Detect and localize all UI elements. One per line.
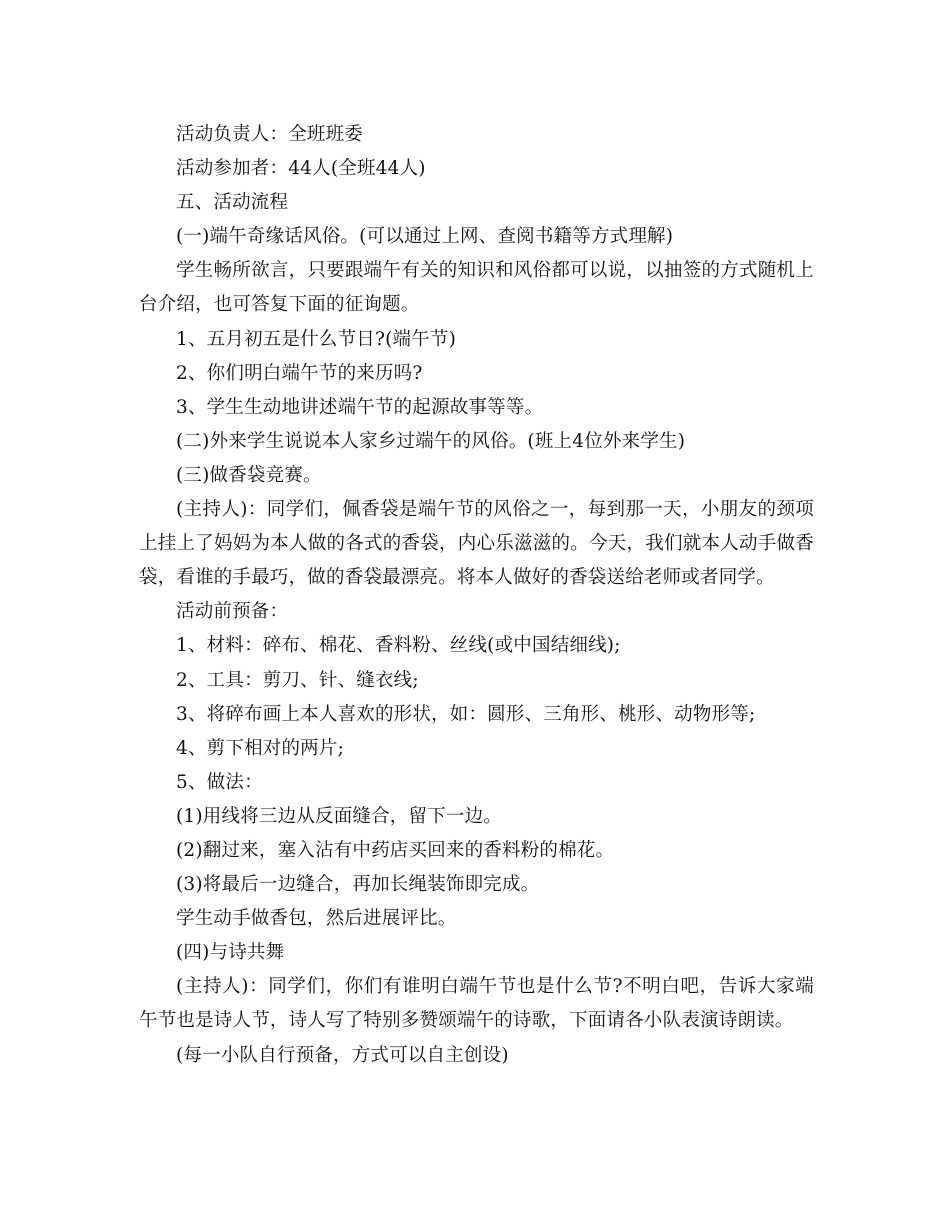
method-step-1: (1)用线将三边从反面缝合，留下一边。: [176, 805, 503, 827]
paragraph-host-poetry: (主持人)：同学们，你们有谁明白端午节也是什么节?不明白吧，告诉大家端午节也是诗人节，诗人写了特别多赞颂端午的诗歌，下面请各小队表演诗朗读。: [139, 976, 814, 1032]
method-step-2: (2)翻过来，塞入沾有中药店买回来的香料粉的棉花。: [176, 839, 615, 861]
subheading-part-one: (一)端午奇缘话风俗。(可以通过上网、查阅书籍等方式理解): [176, 226, 674, 248]
paragraph-student-sharing: 学生畅所欲言，只要跟端午有关的知识和风俗都可以说，以抽签的方式随机上台介绍，也可答复下面的征询题。: [139, 260, 814, 316]
list-item-tools: 2、工具：剪刀、针、缝衣线;: [176, 669, 419, 691]
subheading-part-four: (四)与诗共舞: [176, 942, 285, 964]
paragraph-organizer: 活动负责人：全班班委: [176, 124, 364, 145]
paragraph-team-note: (每一小队自行预备，方式可以自主创设): [176, 1044, 509, 1066]
subheading-part-three: (三)做香袋竞赛。: [176, 464, 322, 486]
list-item-question-2: 2、你们明白端午节的来历吗?: [176, 362, 423, 384]
subheading-part-two: (二)外来学生说说本人家乡过端午的风俗。(班上4位外来学生): [176, 430, 686, 452]
list-item-cut-pieces: 4、剪下相对的两片;: [176, 737, 345, 759]
list-item-question-3: 3、学生生动地讲述端午节的起源故事等等。: [176, 396, 544, 418]
list-item-method: 5、做法：: [176, 771, 263, 793]
paragraph-host-sachet: (主持人)：同学们，佩香袋是端午节的风俗之一，每到那一天，小朋友的颈项上挂上了妈妈为本人做的各式的香袋，内心乐滋滋的。今天，我们就本人动手做香袋，看谁的手最巧，做的香袋最漂亮。将本人做好的香袋送给老师或者同学。: [139, 499, 814, 589]
paragraph-evaluation: 学生动手做香包，然后进展评比。: [176, 908, 457, 930]
section-heading-activity-process: 五、活动流程: [176, 192, 289, 214]
list-item-materials: 1、材料：碎布、棉花、香料粉、丝线(或中国结细线);: [176, 635, 621, 657]
paragraph-preparation: 活动前预备：: [176, 601, 289, 623]
document-body: [139, 118, 814, 1073]
method-step-3: (3)将最后一边缝合，再加长绳装饰即完成。: [176, 874, 540, 896]
paragraph-participants: 活动参加者：44人(全班44人): [176, 158, 426, 180]
list-item-question-1: 1、五月初五是什么节日?(端午节): [176, 328, 457, 350]
list-item-shapes: 3、将碎布画上本人喜欢的形状，如：圆形、三角形、桃形、动物形等;: [176, 703, 756, 725]
